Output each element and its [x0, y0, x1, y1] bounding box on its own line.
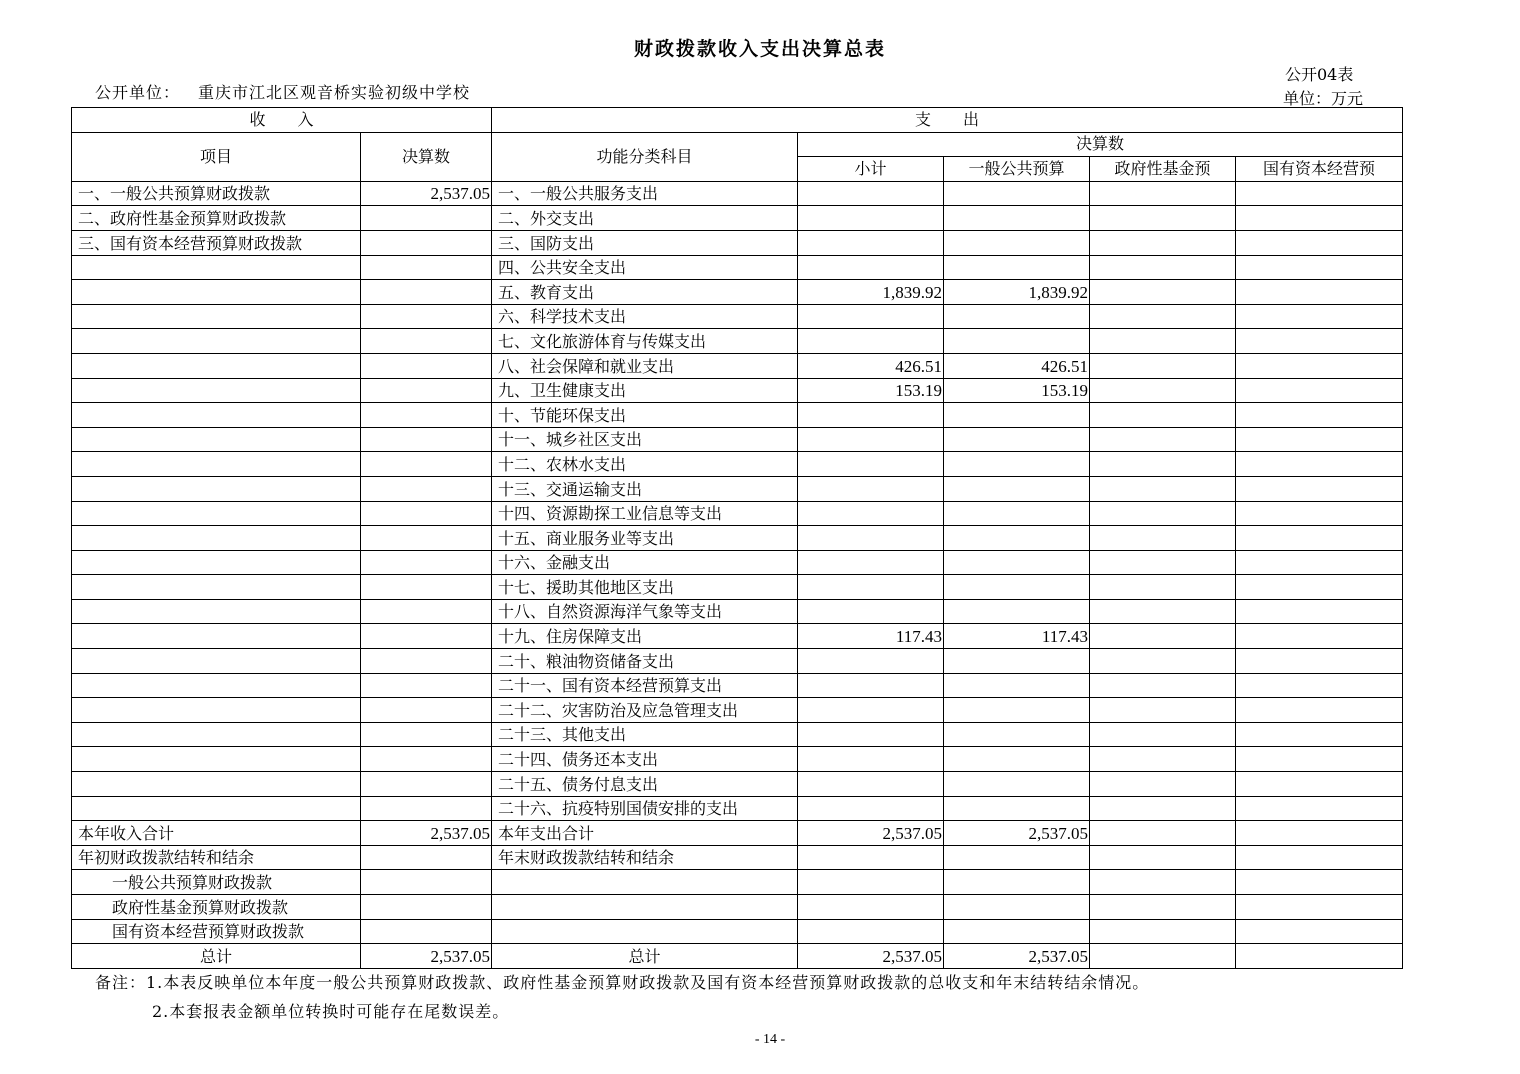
expense-subtotal: [798, 206, 944, 231]
beginning-fund-label: 政府性基金预算财政拨款: [72, 895, 361, 920]
income-item: [72, 526, 361, 551]
expense-capital: [1236, 772, 1403, 797]
expense-header: 支 出: [492, 108, 1403, 133]
expense-capital: [1236, 649, 1403, 674]
expense-item: 十八、自然资源海洋气象等支出: [492, 599, 798, 624]
expense-capital: [1236, 575, 1403, 600]
expense-fund: [1090, 550, 1236, 575]
expense-capital: [1236, 722, 1403, 747]
beginning-capital-label: 国有资本经营预算财政拨款: [72, 919, 361, 944]
expense-general: 426.51: [944, 353, 1090, 378]
expense-general: [944, 206, 1090, 231]
income-amount: [361, 403, 492, 428]
year-expense-capital: [1236, 821, 1403, 846]
expense-subtotal: [798, 329, 944, 354]
page-title: 财政拨款收入支出决算总表: [633, 38, 886, 60]
expense-fund: [1090, 526, 1236, 551]
expense-general: [944, 230, 1090, 255]
expense-item: 二十、粮油物资储备支出: [492, 649, 798, 674]
table-row: [72, 673, 1403, 698]
expense-fund: [1090, 427, 1236, 452]
expense-general: [944, 501, 1090, 526]
table-row: [72, 796, 1403, 821]
expense-fund: [1090, 181, 1236, 206]
empty-cell: [798, 870, 944, 895]
expense-capital: [1236, 329, 1403, 354]
final-amount-header: 决算数: [798, 132, 1403, 157]
income-amount: [361, 353, 492, 378]
income-amount: [361, 673, 492, 698]
beginning-carryover-label: 年初财政拨款结转和结余: [72, 845, 361, 870]
expense-general: [944, 452, 1090, 477]
expense-capital: [1236, 353, 1403, 378]
expense-item: 十二、农林水支出: [492, 452, 798, 477]
empty-cell: [1236, 895, 1403, 920]
expense-subtotal: [798, 772, 944, 797]
income-item: [72, 255, 361, 280]
header-row-1: [72, 108, 1403, 133]
expense-fund: [1090, 624, 1236, 649]
item-header: 项目: [72, 132, 361, 181]
ending-fund: [1090, 845, 1236, 870]
income-item: [72, 403, 361, 428]
ending-capital: [1236, 845, 1403, 870]
table-row: [72, 722, 1403, 747]
income-item: [72, 304, 361, 329]
expense-capital: [1236, 501, 1403, 526]
table-row: [72, 452, 1403, 477]
income-item: 二、政府性基金预算财政拨款: [72, 206, 361, 231]
empty-cell: [361, 870, 492, 895]
beginning-general-label: 一般公共预算财政拨款: [72, 870, 361, 895]
expense-general: [944, 673, 1090, 698]
expense-fund: [1090, 304, 1236, 329]
empty-cell: [492, 870, 798, 895]
expense-item: 二十三、其他支出: [492, 722, 798, 747]
table-row: [72, 649, 1403, 674]
income-amount: [361, 772, 492, 797]
income-item: [72, 550, 361, 575]
empty-cell: [1090, 870, 1236, 895]
year-expense-label: 本年支出合计: [492, 821, 798, 846]
table-row: [72, 353, 1403, 378]
expense-subtotal: [798, 181, 944, 206]
expense-fund: [1090, 280, 1236, 305]
table-row: [72, 501, 1403, 526]
income-amount: [361, 550, 492, 575]
function-category-header: 功能分类科目: [492, 132, 798, 181]
expense-item: 二十二、灾害防治及应急管理支出: [492, 698, 798, 723]
expense-general: [944, 526, 1090, 551]
empty-cell: [1090, 919, 1236, 944]
expense-fund: [1090, 378, 1236, 403]
carryover-fund-row: [72, 895, 1403, 920]
currency-unit: 单位：万元: [1283, 89, 1364, 108]
expense-item: 十三、交通运输支出: [492, 476, 798, 501]
table-row: [72, 698, 1403, 723]
income-item: [72, 378, 361, 403]
expense-capital: [1236, 427, 1403, 452]
expense-capital: [1236, 280, 1403, 305]
expense-general: 1,839.92: [944, 280, 1090, 305]
expense-subtotal: [798, 476, 944, 501]
expense-capital: [1236, 304, 1403, 329]
income-amount: [361, 575, 492, 600]
expense-item: 二十六、抗疫特别国债安排的支出: [492, 796, 798, 821]
budget-table: [71, 107, 1403, 969]
grand-expense-fund: [1090, 944, 1236, 969]
expense-general: [944, 772, 1090, 797]
expense-general: 117.43: [944, 624, 1090, 649]
table-row: [72, 230, 1403, 255]
expense-item: 十六、金融支出: [492, 550, 798, 575]
income-item: [72, 427, 361, 452]
income-item: [72, 501, 361, 526]
empty-cell: [1236, 870, 1403, 895]
expense-capital: [1236, 403, 1403, 428]
expense-item: 二十五、债务付息支出: [492, 772, 798, 797]
header-row-2: [72, 132, 1403, 157]
income-amount: [361, 452, 492, 477]
table-row: [72, 747, 1403, 772]
empty-cell: [798, 895, 944, 920]
expense-fund: [1090, 698, 1236, 723]
expense-general: [944, 722, 1090, 747]
expense-subtotal: [798, 501, 944, 526]
table-row: [72, 550, 1403, 575]
table-row: [72, 304, 1403, 329]
expense-fund: [1090, 722, 1236, 747]
income-amount: [361, 476, 492, 501]
expense-item: 十五、商业服务业等支出: [492, 526, 798, 551]
expense-item: 十、节能环保支出: [492, 403, 798, 428]
expense-subtotal: 426.51: [798, 353, 944, 378]
expense-fund: [1090, 599, 1236, 624]
income-header: 收 入: [72, 108, 492, 133]
expense-item: 十七、援助其他地区支出: [492, 575, 798, 600]
expense-fund: [1090, 255, 1236, 280]
income-amount: [361, 796, 492, 821]
empty-cell: [361, 895, 492, 920]
grand-income-label: 总计: [72, 944, 361, 969]
income-amount: [361, 501, 492, 526]
expense-fund: [1090, 206, 1236, 231]
expense-subtotal: [798, 747, 944, 772]
empty-cell: [1236, 919, 1403, 944]
expense-item: 七、文化旅游体育与传媒支出: [492, 329, 798, 354]
expense-item: 三、国防支出: [492, 230, 798, 255]
table-row: [72, 206, 1403, 231]
empty-cell: [944, 919, 1090, 944]
expense-fund: [1090, 476, 1236, 501]
expense-capital: [1236, 230, 1403, 255]
expense-capital: [1236, 698, 1403, 723]
expense-subtotal: [798, 403, 944, 428]
expense-item: 十九、住房保障支出: [492, 624, 798, 649]
year-expense-fund: [1090, 821, 1236, 846]
income-item: [72, 673, 361, 698]
grand-expense-label: 总计: [492, 944, 798, 969]
year-income-amount: 2,537.05: [361, 821, 492, 846]
expense-item: 二十一、国有资本经营预算支出: [492, 673, 798, 698]
expense-general: [944, 403, 1090, 428]
income-amount: [361, 378, 492, 403]
expense-subtotal: [798, 304, 944, 329]
expense-general: [944, 427, 1090, 452]
income-amount: [361, 230, 492, 255]
expense-capital: [1236, 673, 1403, 698]
expense-subtotal: 1,839.92: [798, 280, 944, 305]
expense-subtotal: [798, 230, 944, 255]
table-row: [72, 526, 1403, 551]
subtotal-header: 小计: [798, 157, 944, 182]
income-item: [72, 575, 361, 600]
expense-fund: [1090, 501, 1236, 526]
expense-capital: [1236, 181, 1403, 206]
expense-item: 六、科学技术支出: [492, 304, 798, 329]
income-item: [72, 772, 361, 797]
income-item: [72, 722, 361, 747]
unit-name: 重庆市江北区观音桥实验初级中学校: [198, 83, 471, 102]
income-amount: [361, 747, 492, 772]
grand-income-amount: 2,537.05: [361, 944, 492, 969]
income-amount: [361, 526, 492, 551]
empty-cell: [1090, 895, 1236, 920]
income-amount: [361, 599, 492, 624]
income-item: [72, 649, 361, 674]
carryover-general-row: [72, 870, 1403, 895]
expense-subtotal: 153.19: [798, 378, 944, 403]
expense-capital: [1236, 796, 1403, 821]
expense-general: [944, 550, 1090, 575]
income-item: [72, 796, 361, 821]
expense-general: [944, 575, 1090, 600]
note-2: 2.本套报表金额单位转换时可能存在尾数误差。: [152, 1002, 510, 1021]
expense-fund: [1090, 230, 1236, 255]
expense-general: [944, 329, 1090, 354]
empty-cell: [944, 895, 1090, 920]
table-row: [72, 772, 1403, 797]
expense-subtotal: [798, 575, 944, 600]
income-amount: [361, 329, 492, 354]
income-amount: [361, 280, 492, 305]
expense-general: [944, 796, 1090, 821]
empty-cell: [361, 919, 492, 944]
table-row: [72, 427, 1403, 452]
ending-subtotal: [798, 845, 944, 870]
amount-header: 决算数: [361, 132, 492, 181]
carryover-row: [72, 845, 1403, 870]
beginning-carryover-amount: [361, 845, 492, 870]
expense-capital: [1236, 624, 1403, 649]
income-amount: [361, 304, 492, 329]
expense-item: 八、社会保障和就业支出: [492, 353, 798, 378]
expense-item: 一、一般公共服务支出: [492, 181, 798, 206]
expense-item: 五、教育支出: [492, 280, 798, 305]
table-row: [72, 378, 1403, 403]
expense-subtotal: [798, 698, 944, 723]
expense-general: [944, 698, 1090, 723]
expense-item: 四、公共安全支出: [492, 255, 798, 280]
expense-item: 二、外交支出: [492, 206, 798, 231]
expense-subtotal: [798, 722, 944, 747]
empty-cell: [798, 919, 944, 944]
income-item: [72, 452, 361, 477]
expense-general: [944, 476, 1090, 501]
expense-subtotal: [798, 550, 944, 575]
expense-general: 153.19: [944, 378, 1090, 403]
income-amount: 2,537.05: [361, 181, 492, 206]
table-row: [72, 599, 1403, 624]
table-row: [72, 403, 1403, 428]
expense-general: [944, 304, 1090, 329]
year-expense-general: 2,537.05: [944, 821, 1090, 846]
income-amount: [361, 649, 492, 674]
gov-fund-header: 政府性基金预: [1090, 157, 1236, 182]
year-total-row: [72, 821, 1403, 846]
expense-fund: [1090, 796, 1236, 821]
income-item: [72, 698, 361, 723]
note-1: 备注：1.本表反映单位本年度一般公共预算财政拨款、政府性基金预算财政拨款及国有资本经营预算财政拨款的总收支和年末结转结余情况。: [95, 973, 1150, 992]
expense-item: 二十四、债务还本支出: [492, 747, 798, 772]
expense-general: [944, 747, 1090, 772]
table-row: [72, 624, 1403, 649]
income-item: [72, 747, 361, 772]
expense-subtotal: [798, 427, 944, 452]
state-capital-header: 国有资本经营预: [1236, 157, 1403, 182]
expense-subtotal: 117.43: [798, 624, 944, 649]
year-expense-subtotal: 2,537.05: [798, 821, 944, 846]
income-item: [72, 624, 361, 649]
income-amount: [361, 722, 492, 747]
income-item: [72, 599, 361, 624]
empty-cell: [492, 919, 798, 944]
expense-general: [944, 255, 1090, 280]
ending-general: [944, 845, 1090, 870]
expense-subtotal: [798, 649, 944, 674]
general-budget-header: 一般公共预算: [944, 157, 1090, 182]
expense-subtotal: [798, 599, 944, 624]
income-item: 一、一般公共预算财政拨款: [72, 181, 361, 206]
income-item: [72, 476, 361, 501]
expense-capital: [1236, 255, 1403, 280]
income-amount: [361, 206, 492, 231]
expense-general: [944, 649, 1090, 674]
ending-carryover-label: 年末财政拨款结转和结余: [492, 845, 798, 870]
expense-item: 九、卫生健康支出: [492, 378, 798, 403]
income-item: [72, 353, 361, 378]
expense-capital: [1236, 747, 1403, 772]
expense-general: [944, 599, 1090, 624]
empty-cell: [944, 870, 1090, 895]
form-number: 公开04表: [1285, 65, 1354, 84]
table-row: [72, 575, 1403, 600]
income-item: 三、国有资本经营预算财政拨款: [72, 230, 361, 255]
empty-cell: [492, 895, 798, 920]
year-income-label: 本年收入合计: [72, 821, 361, 846]
expense-subtotal: [798, 796, 944, 821]
expense-subtotal: [798, 673, 944, 698]
expense-subtotal: [798, 452, 944, 477]
expense-item: 十四、资源勘探工业信息等支出: [492, 501, 798, 526]
carryover-capital-row: [72, 919, 1403, 944]
reporting-unit: [95, 80, 470, 103]
expense-fund: [1090, 673, 1236, 698]
expense-subtotal: [798, 526, 944, 551]
expense-capital: [1236, 206, 1403, 231]
expense-capital: [1236, 550, 1403, 575]
table-row: [72, 255, 1403, 280]
expense-capital: [1236, 526, 1403, 551]
expense-general: [944, 181, 1090, 206]
expense-fund: [1090, 575, 1236, 600]
expense-fund: [1090, 403, 1236, 428]
expense-capital: [1236, 378, 1403, 403]
expense-fund: [1090, 772, 1236, 797]
income-amount: [361, 427, 492, 452]
table-row: [72, 329, 1403, 354]
income-amount: [361, 698, 492, 723]
expense-fund: [1090, 329, 1236, 354]
expense-capital: [1236, 452, 1403, 477]
income-amount: [361, 255, 492, 280]
table-row: [72, 280, 1403, 305]
income-amount: [361, 624, 492, 649]
expense-fund: [1090, 747, 1236, 772]
expense-item: 十一、城乡社区支出: [492, 427, 798, 452]
expense-subtotal: [798, 255, 944, 280]
expense-capital: [1236, 599, 1403, 624]
table-row: [72, 476, 1403, 501]
grand-expense-capital: [1236, 944, 1403, 969]
income-item: [72, 280, 361, 305]
expense-capital: [1236, 476, 1403, 501]
page-number: - 14 -: [754, 1032, 786, 1047]
unit-label: 公开单位：: [95, 83, 181, 102]
grand-expense-subtotal: 2,537.05: [798, 944, 944, 969]
grand-expense-general: 2,537.05: [944, 944, 1090, 969]
income-item: [72, 329, 361, 354]
grand-total-row: [72, 944, 1403, 969]
expense-fund: [1090, 649, 1236, 674]
expense-fund: [1090, 452, 1236, 477]
expense-fund: [1090, 353, 1236, 378]
table-row: [72, 181, 1403, 206]
